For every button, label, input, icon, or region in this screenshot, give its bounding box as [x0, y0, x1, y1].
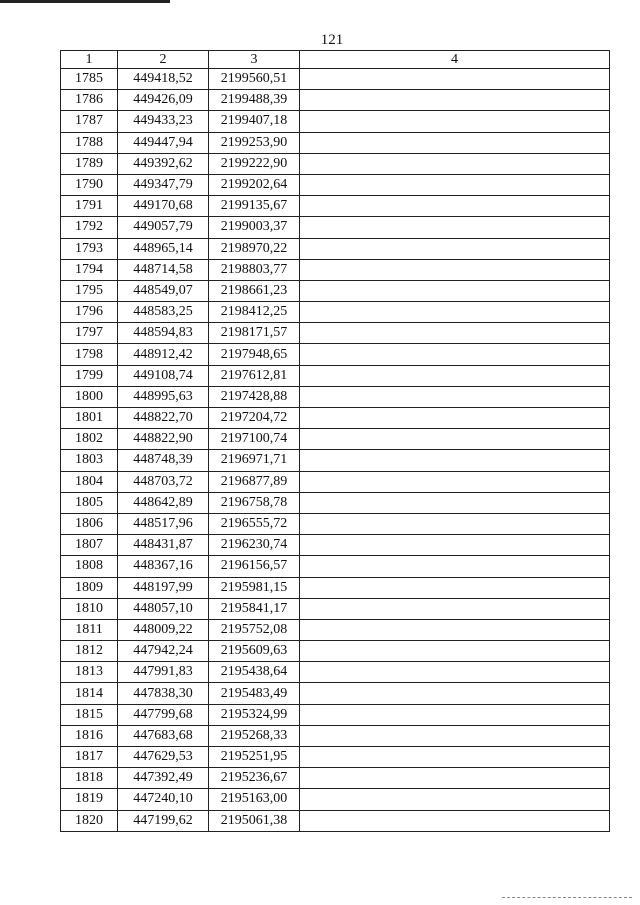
table-cell-col-4 [300, 217, 610, 238]
table-row [61, 747, 610, 768]
table-cell-col-1: 1790 [61, 174, 118, 195]
table-cell-col-3: 2195752,08 [209, 619, 300, 640]
table-cell-col-1: 1803 [61, 450, 118, 471]
table-cell-col-2: 449108,74 [118, 365, 209, 386]
table-cell-col-2: 449433,23 [118, 111, 209, 132]
table-cell-col-1: 1812 [61, 641, 118, 662]
table-cell-col-3: 2199135,67 [209, 196, 300, 217]
table-cell-col-4 [300, 408, 610, 429]
table-row [61, 789, 610, 810]
table-cell-col-3: 2198661,23 [209, 280, 300, 301]
table-row [61, 302, 610, 323]
table-cell-col-1: 1785 [61, 69, 118, 90]
table-body [61, 69, 610, 832]
table-cell-col-4 [300, 111, 610, 132]
table-row [61, 365, 610, 386]
table-cell-col-1: 1819 [61, 789, 118, 810]
table-cell-col-4 [300, 789, 610, 810]
table-cell-col-1: 1788 [61, 132, 118, 153]
coordinates-table [60, 50, 610, 832]
table-cell-col-2: 449057,79 [118, 217, 209, 238]
table-row [61, 386, 610, 407]
table-cell-col-3: 2197204,72 [209, 408, 300, 429]
table-cell-col-2: 448594,83 [118, 323, 209, 344]
table-cell-col-3: 2199202,64 [209, 174, 300, 195]
table-cell-col-2: 447838,30 [118, 683, 209, 704]
table-cell-col-4 [300, 577, 610, 598]
table-row [61, 810, 610, 831]
table-cell-col-4 [300, 662, 610, 683]
table-cell-col-3: 2196758,78 [209, 492, 300, 513]
top-rule [0, 0, 170, 3]
header-col-1: 1 [61, 51, 118, 69]
table-cell-col-2: 449347,79 [118, 174, 209, 195]
table-cell-col-2: 448197,99 [118, 577, 209, 598]
table-cell-col-2: 449392,62 [118, 153, 209, 174]
table-row [61, 535, 610, 556]
bottom-dashed-line [502, 897, 632, 899]
table-cell-col-2: 448748,39 [118, 450, 209, 471]
table-cell-col-3: 2195236,67 [209, 768, 300, 789]
table-row [61, 662, 610, 683]
table-cell-col-4 [300, 90, 610, 111]
table-cell-col-2: 448549,07 [118, 280, 209, 301]
table-cell-col-4 [300, 429, 610, 450]
table-row [61, 90, 610, 111]
table-cell-col-3: 2198412,25 [209, 302, 300, 323]
table-cell-col-4 [300, 704, 610, 725]
table-row [61, 556, 610, 577]
table-cell-col-4 [300, 174, 610, 195]
table-cell-col-2: 448714,58 [118, 259, 209, 280]
table-row [61, 683, 610, 704]
table-row [61, 280, 610, 301]
table-cell-col-3: 2198171,57 [209, 323, 300, 344]
table-cell-col-2: 448057,10 [118, 598, 209, 619]
table-cell-col-2: 448431,87 [118, 535, 209, 556]
table-row [61, 577, 610, 598]
table-cell-col-2: 448822,70 [118, 408, 209, 429]
table-cell-col-2: 449426,09 [118, 90, 209, 111]
table-cell-col-1: 1801 [61, 408, 118, 429]
table-row [61, 598, 610, 619]
table-cell-col-2: 449170,68 [118, 196, 209, 217]
table-cell-col-4 [300, 69, 610, 90]
table-cell-col-1: 1797 [61, 323, 118, 344]
table-cell-col-1: 1795 [61, 280, 118, 301]
page-number: 121 [320, 32, 344, 48]
table-cell-col-4 [300, 683, 610, 704]
table-cell-col-2: 447392,49 [118, 768, 209, 789]
table-cell-col-3: 2195438,64 [209, 662, 300, 683]
table-cell-col-4 [300, 196, 610, 217]
table-cell-col-2: 449447,94 [118, 132, 209, 153]
table-cell-col-3: 2196877,89 [209, 471, 300, 492]
table-cell-col-3: 2199488,39 [209, 90, 300, 111]
table-cell-col-3: 2196156,57 [209, 556, 300, 577]
table-row [61, 450, 610, 471]
table-cell-col-4 [300, 492, 610, 513]
table-cell-col-4 [300, 344, 610, 365]
table-cell-col-1: 1793 [61, 238, 118, 259]
table-cell-col-4 [300, 725, 610, 746]
table-row [61, 174, 610, 195]
table-cell-col-2: 448009,22 [118, 619, 209, 640]
table-cell-col-2: 448822,90 [118, 429, 209, 450]
table-cell-col-4 [300, 598, 610, 619]
table-cell-col-1: 1786 [61, 90, 118, 111]
table-row [61, 408, 610, 429]
table-cell-col-1: 1815 [61, 704, 118, 725]
table-cell-col-3: 2199253,90 [209, 132, 300, 153]
table-row [61, 259, 610, 280]
table-cell-col-1: 1810 [61, 598, 118, 619]
table-cell-col-2: 447799,68 [118, 704, 209, 725]
table-cell-col-4 [300, 768, 610, 789]
table-cell-col-3: 2195268,33 [209, 725, 300, 746]
header-col-4: 4 [300, 51, 610, 69]
table-cell-col-1: 1813 [61, 662, 118, 683]
table-cell-col-1: 1814 [61, 683, 118, 704]
table-row [61, 238, 610, 259]
table-row [61, 513, 610, 534]
table-cell-col-1: 1805 [61, 492, 118, 513]
table-cell-col-1: 1806 [61, 513, 118, 534]
table-cell-col-3: 2197612,81 [209, 365, 300, 386]
table-cell-col-4 [300, 386, 610, 407]
table-cell-col-4 [300, 259, 610, 280]
table-cell-col-3: 2199407,18 [209, 111, 300, 132]
table-cell-col-3: 2195483,49 [209, 683, 300, 704]
table-row [61, 69, 610, 90]
table-cell-col-3: 2195251,95 [209, 747, 300, 768]
table-cell-col-1: 1807 [61, 535, 118, 556]
table-cell-col-1: 1792 [61, 217, 118, 238]
table-row [61, 111, 610, 132]
table-cell-col-3: 2195324,99 [209, 704, 300, 725]
table-cell-col-4 [300, 153, 610, 174]
table-cell-col-2: 448703,72 [118, 471, 209, 492]
table-cell-col-4 [300, 747, 610, 768]
table-cell-col-4 [300, 238, 610, 259]
table-row [61, 217, 610, 238]
table-cell-col-1: 1809 [61, 577, 118, 598]
table-cell-col-2: 448642,89 [118, 492, 209, 513]
table-cell-col-4 [300, 535, 610, 556]
table-cell-col-2: 447629,53 [118, 747, 209, 768]
table-cell-col-2: 448517,96 [118, 513, 209, 534]
table-cell-col-4 [300, 471, 610, 492]
table-row [61, 641, 610, 662]
table-row [61, 619, 610, 640]
table-cell-col-1: 1798 [61, 344, 118, 365]
table-cell-col-1: 1817 [61, 747, 118, 768]
table-cell-col-2: 447683,68 [118, 725, 209, 746]
table-row [61, 725, 610, 746]
table-cell-col-3: 2196971,71 [209, 450, 300, 471]
table-row [61, 429, 610, 450]
table-row [61, 196, 610, 217]
table-cell-col-3: 2197948,65 [209, 344, 300, 365]
table-row [61, 153, 610, 174]
table-cell-col-4 [300, 513, 610, 534]
table-row [61, 323, 610, 344]
table-cell-col-3: 2198803,77 [209, 259, 300, 280]
table-cell-col-2: 448995,63 [118, 386, 209, 407]
table-cell-col-2: 447991,83 [118, 662, 209, 683]
table-cell-col-4 [300, 132, 610, 153]
table-cell-col-1: 1791 [61, 196, 118, 217]
table-cell-col-2: 448367,16 [118, 556, 209, 577]
header-col-3: 3 [209, 51, 300, 69]
table-cell-col-3: 2197428,88 [209, 386, 300, 407]
table-row [61, 471, 610, 492]
table-cell-col-4 [300, 619, 610, 640]
table-cell-col-2: 448583,25 [118, 302, 209, 323]
table-cell-col-3: 2196555,72 [209, 513, 300, 534]
table-cell-col-1: 1802 [61, 429, 118, 450]
table-cell-col-3: 2199222,90 [209, 153, 300, 174]
table-cell-col-1: 1799 [61, 365, 118, 386]
table-row [61, 132, 610, 153]
table-cell-col-3: 2199560,51 [209, 69, 300, 90]
table-cell-col-1: 1811 [61, 619, 118, 640]
table-row [61, 768, 610, 789]
table-cell-col-3: 2197100,74 [209, 429, 300, 450]
table-cell-col-4 [300, 556, 610, 577]
table-cell-col-4 [300, 302, 610, 323]
table-cell-col-2: 448965,14 [118, 238, 209, 259]
table-cell-col-4 [300, 280, 610, 301]
table-cell-col-2: 448912,42 [118, 344, 209, 365]
table-row [61, 704, 610, 725]
table-cell-col-1: 1787 [61, 111, 118, 132]
table-row [61, 492, 610, 513]
table-cell-col-3: 2195609,63 [209, 641, 300, 662]
table-cell-col-3: 2199003,37 [209, 217, 300, 238]
table-cell-col-3: 2196230,74 [209, 535, 300, 556]
table-cell-col-4 [300, 641, 610, 662]
table-cell-col-2: 449418,52 [118, 69, 209, 90]
header-col-2: 2 [118, 51, 209, 69]
table-cell-col-1: 1794 [61, 259, 118, 280]
table-cell-col-4 [300, 810, 610, 831]
table-cell-col-3: 2195841,17 [209, 598, 300, 619]
table-cell-col-1: 1804 [61, 471, 118, 492]
table-cell-col-2: 447199,62 [118, 810, 209, 831]
table-cell-col-3: 2195163,00 [209, 789, 300, 810]
table-cell-col-4 [300, 323, 610, 344]
table-cell-col-3: 2195061,38 [209, 810, 300, 831]
table-cell-col-2: 447240,10 [118, 789, 209, 810]
table-cell-col-1: 1820 [61, 810, 118, 831]
table-cell-col-1: 1816 [61, 725, 118, 746]
table-cell-col-1: 1808 [61, 556, 118, 577]
table-cell-col-1: 1800 [61, 386, 118, 407]
table-header-row [61, 51, 610, 69]
table-cell-col-2: 447942,24 [118, 641, 209, 662]
table-cell-col-4 [300, 365, 610, 386]
table-cell-col-1: 1818 [61, 768, 118, 789]
table-cell-col-3: 2195981,15 [209, 577, 300, 598]
table-row [61, 344, 610, 365]
table-cell-col-3: 2198970,22 [209, 238, 300, 259]
table-cell-col-1: 1789 [61, 153, 118, 174]
table-cell-col-4 [300, 450, 610, 471]
table-cell-col-1: 1796 [61, 302, 118, 323]
